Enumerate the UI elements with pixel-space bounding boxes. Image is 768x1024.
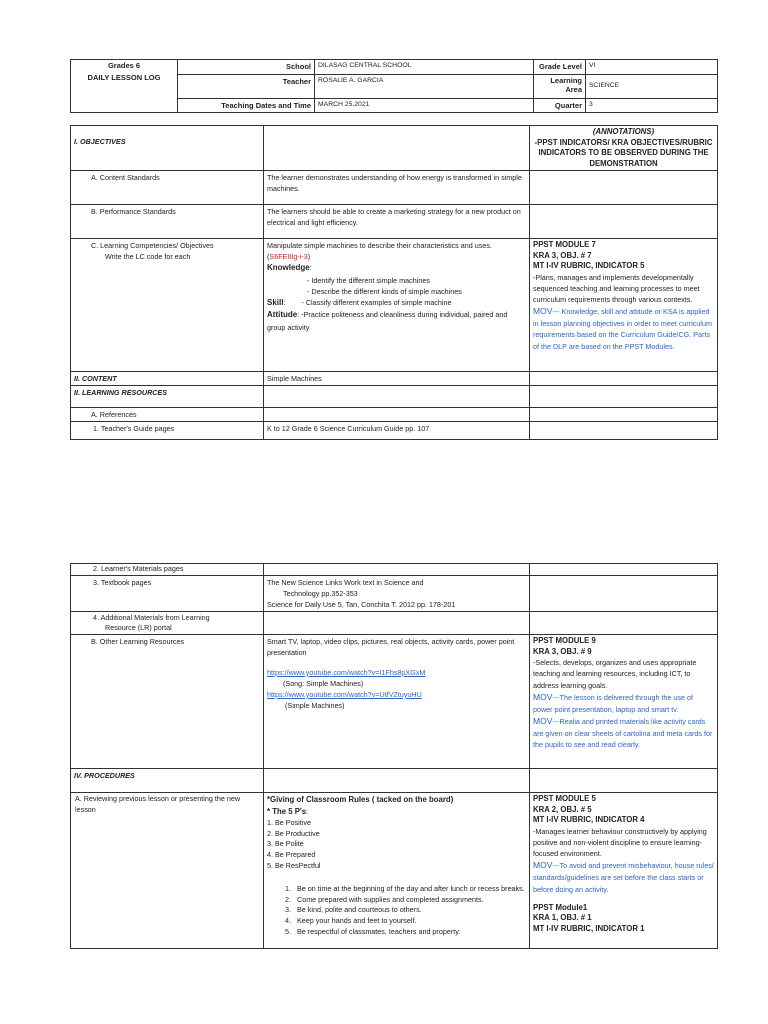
additional-text: [264, 612, 530, 635]
competencies-note: [530, 239, 718, 372]
rubric-indicator-5: MT I-IV RUBRIC, INDICATOR 5: [533, 261, 645, 271]
other-resources-cell: [264, 635, 530, 769]
other-resources-note: [530, 635, 718, 769]
lc-code-close: ): [307, 252, 311, 262]
resources-procedures-table: [70, 563, 718, 949]
mov-label-2: MOV: [533, 716, 553, 727]
knowledge-item-2: - Describe the different kinds of simple machines: [307, 286, 462, 296]
content-text: Simple Machines: [264, 372, 530, 386]
textbook-label: 3. Textbook pages: [71, 575, 264, 611]
knowledge-colon: :: [309, 263, 312, 273]
school-value: DILASAG CENTRAL SCHOOL: [315, 60, 534, 75]
attitude-label: Attitude: [267, 310, 298, 320]
resources-label: II. LEARNING RESOURCES: [71, 386, 264, 408]
rule-item: 2. Come prepared with supplies and completed assignments.: [293, 895, 526, 906]
skill-item: : - Classify different examples of simple machine: [283, 298, 452, 308]
mov-label: MOV: [533, 306, 553, 317]
grade-level-label: Grade Level: [534, 60, 586, 75]
lm-text: [264, 564, 530, 576]
rule-item: 3. Be kind, polite and courteous to others.: [293, 905, 526, 916]
textbook-note: [530, 575, 718, 611]
resources-empty: [264, 386, 530, 408]
textbook-line-3: Science for Daily Use 5, Tan, Conchita T. 2012 pp. 178-201: [267, 599, 456, 609]
additional-sub-label: Resource (LR) portal: [105, 623, 172, 633]
ppst-module-5: PPST MODULE 5: [533, 794, 596, 804]
lm-label: 2. Learner's Materials pages: [71, 564, 264, 576]
kra-2-obj-5: KRA 2, OBJ. # 5: [533, 804, 592, 814]
rules-title: *Giving of Classroom Rules ( tacked on the board): [267, 795, 454, 805]
mov-text-3: ---To avoid and prevent misbehaviour, house rules/ standards/guidelines are set before the class starts or before doing an activity.: [533, 861, 714, 894]
tg-text: K to 12 Grade 6 Science Curriculum Guide pp. 107: [264, 422, 530, 440]
ppst-module-1: PPST Module1: [533, 902, 588, 912]
content-standards-label: A. Content Standards: [71, 171, 264, 205]
knowledge-label: Knowledge: [267, 263, 310, 273]
kra-3-obj-9: KRA 3, OBJ. # 9: [533, 646, 592, 656]
additional-note: [530, 612, 718, 635]
rubric-indicator-1: MT I-IV RUBRIC, INDICATOR 1: [533, 923, 645, 933]
rubric-indicator-4: MT I-IV RUBRIC, INDICATOR 4: [533, 815, 645, 825]
annotations-subtitle: -PPST INDICATORS/ KRA OBJECTIVES/RUBRIC INDICATORS TO BE OBSERVED DURING THE DEMONSTRATION: [534, 137, 713, 168]
school-label: School: [178, 60, 315, 75]
competencies-label: C. Learning Competencies/ Objectives: [91, 241, 214, 251]
skill-label: Skill: [267, 298, 284, 308]
ppst-module-9: PPST MODULE 9: [533, 636, 596, 646]
lc-code-open: (: [267, 252, 270, 262]
textbook-line-1: The New Science Links Work text in Science and: [267, 577, 424, 587]
content-label: II. CONTENT: [71, 372, 264, 386]
lm-note: [530, 564, 718, 576]
procedures-label: IV. PROCEDURES: [71, 769, 264, 793]
tg-label: 1. Teacher's Guide pages: [71, 422, 264, 440]
review-note: [530, 793, 718, 949]
dates-label: Teaching Dates and Time: [178, 98, 315, 113]
references-label: A. References: [71, 408, 264, 422]
competencies-cell: [71, 239, 264, 372]
youtube-link-2-note: (Simple Machines): [285, 701, 345, 711]
grade-label: Grades 6: [107, 61, 141, 70]
youtube-link-1[interactable]: https://www.youtube.com/watch?v=I1Fhs8pXGxM: [267, 667, 426, 677]
mov-text-1: ---The lesson is delivered through the use of power point presentation, laptop and smart tv.: [533, 692, 694, 714]
quarter-value: 3: [586, 98, 718, 113]
learning-area-value: SCIENCE: [586, 74, 718, 98]
tg-note: [530, 422, 718, 440]
rule-item: 4. Keep your hands and feet to yourself.: [293, 916, 526, 927]
other-resources-text: Smart TV, laptop, video clips, pictures, real objects, activity cards, power point presentation: [267, 637, 515, 658]
content-note: [530, 372, 718, 386]
teacher-value: ROSALIE A. GARCIA: [315, 74, 534, 98]
textbook-line-2: Technology pp.352-353: [283, 588, 358, 598]
objectives-table: [70, 125, 718, 440]
ppst-7-description: -Plans, manages and implements developmentally sequenced teaching and learning processes to meet curriculum requirements through various contexts.: [533, 272, 700, 304]
mov-label-3: MOV: [533, 860, 553, 871]
header-table: [70, 59, 718, 113]
other-resources-label: B. Other Learning Resources: [71, 635, 264, 769]
references-empty: [264, 408, 530, 422]
objectives-empty: [264, 126, 530, 171]
grade-level-value: VI: [586, 60, 718, 75]
annotations-title: (ANNOTATIONS): [592, 127, 655, 136]
performance-standards-note: [530, 205, 718, 239]
objectives-label: I. OBJECTIVES: [71, 126, 264, 171]
annotations-header: [530, 126, 718, 171]
lc-code: S6FEIIIg-i-3: [269, 252, 308, 262]
five-ps-colon: :: [306, 806, 309, 816]
competencies-sub-label: Write the LC code for each: [105, 252, 191, 262]
resources-note: [530, 386, 718, 408]
additional-label: 4. Additional Materials from Learning: [93, 613, 210, 623]
review-label: A. Reviewing previous lesson or presenting the new lesson: [71, 793, 264, 949]
references-note: [530, 408, 718, 422]
youtube-link-2[interactable]: https://www.youtube.com/watch?v=UtfVZtuyuHU: [267, 689, 422, 699]
procedures-note: [530, 769, 718, 793]
mov-label-1: MOV: [533, 691, 553, 702]
five-ps-title: * The 5 P's: [267, 806, 307, 816]
performance-standards-text: The learners should be able to create a marketing strategy for a new product on electrical and light efficiency.: [264, 205, 530, 239]
additional-cell: [71, 612, 264, 635]
attitude-item: : -Practice politeness and cleanliness during individual, paired and group activity: [267, 310, 508, 332]
textbook-text-cell: [264, 575, 530, 611]
ppst-9-description: -Selects, develops, organizes and uses appropriate teaching and learning resources, including ICT, to address learning goals.: [533, 658, 697, 690]
log-label: DAILY LESSON LOG: [87, 72, 161, 82]
mov-text: --- Knowledge, skill and attitude or KSA is applied in lesson planning objectives in order to meet curriculum requirements based on the Curriculum Guide/CG. Parts of the DLP are based on the PPST Modules.: [533, 307, 712, 351]
review-content-cell: [264, 793, 530, 949]
five-ps-item: 5. Be ResPectful: [267, 860, 321, 870]
content-standards-text: The learner demonstrates understanding of how energy is transformed in simple machines.: [264, 171, 530, 205]
classroom-rules-list: [267, 884, 526, 938]
five-ps-item: 3. Be Polite: [267, 839, 304, 849]
quarter-label: Quarter: [534, 98, 586, 113]
five-ps-item: 2. Be Productive: [267, 828, 320, 838]
learning-area-label: Learning Area: [534, 74, 586, 98]
five-ps-item: 4. Be Prepared: [267, 850, 316, 860]
youtube-link-1-note: (Song: Simple Machines): [283, 678, 364, 688]
knowledge-item-1: - Identify the different simple machines: [307, 275, 430, 285]
competencies-text: Manipulate simple machines to describe their characteristics and uses.: [267, 241, 492, 251]
grade-log-cell: [71, 60, 178, 113]
ppst-5-description: -Manages learner behaviour constructively by applying positive and non-violent discipline to ensure learning-focused environment.: [533, 826, 707, 859]
ppst-module-7: PPST MODULE 7: [533, 240, 596, 250]
kra-3-obj-7: KRA 3, OBJ. # 7: [533, 250, 592, 260]
five-ps-item: 1. Be Positive: [267, 817, 311, 827]
procedures-empty: [264, 769, 530, 793]
mov-text-2: ---Realia and printed materials like activity cards are given on clear sheets of cartolina and meta cards for the pupils to see and read clearly.: [533, 717, 713, 750]
rule-item: 1. Be on time at the beginning of the day and after lunch or recess breaks.: [293, 884, 526, 895]
performance-standards-label: B. Performance Standards: [71, 205, 264, 239]
kra-1-obj-1: KRA 1, OBJ. # 1: [533, 913, 592, 923]
competencies-text-cell: [264, 239, 530, 372]
teacher-label: Teacher: [178, 74, 315, 98]
content-standards-note: [530, 171, 718, 205]
rule-item: 5. Be respectful of classmates, teachers and property.: [293, 927, 526, 938]
dates-value: MARCH 25,2021: [315, 98, 534, 113]
